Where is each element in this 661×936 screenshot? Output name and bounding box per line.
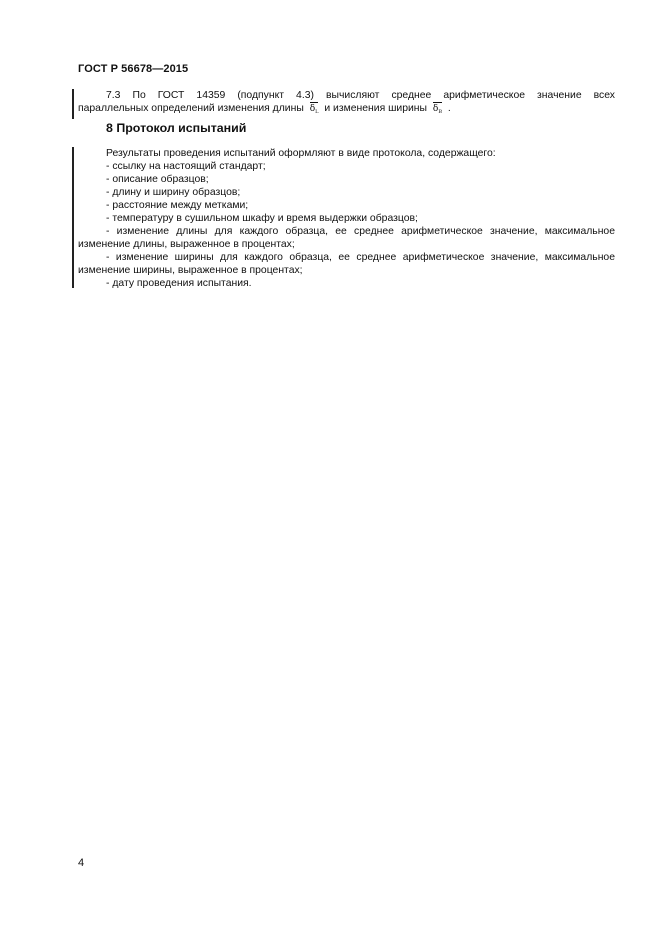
document-header: ГОСТ Р 56678—2015 xyxy=(78,63,189,75)
section-8-intro: Результаты проведения испытаний оформляют в виде протокола, содержащего: xyxy=(106,148,496,159)
list-item: - ссылку на настоящий стандарт; xyxy=(106,161,266,172)
section-8-body xyxy=(78,147,615,290)
clause-7-3-text-end: . xyxy=(447,103,451,114)
mean-width-change-symbol: $\delta_B$ xyxy=(432,104,443,115)
list-item-date: - дату проведения испытания. xyxy=(106,278,252,289)
list-item: - длину и ширину образцов; xyxy=(106,187,241,198)
clause-7-3-text-b: и изменения ширины xyxy=(324,103,428,114)
list-item-width-line-2: изменение ширины, выраженное в процентах; xyxy=(78,265,303,276)
clause-7-3-line-1: 7.3 По ГОСТ 14359 (подпункт 4.3) вычисляют среднее арифметическое значение всех xyxy=(106,90,615,101)
list-item-length-line-2: изменение длины, выраженное в процентах; xyxy=(78,239,295,250)
list-item: - расстояние между метками; xyxy=(106,200,249,211)
section-8-title: 8 Протокол испытаний xyxy=(106,121,247,135)
change-bar-clause-7-3 xyxy=(72,89,74,119)
page-number: 4 xyxy=(78,857,85,869)
list-item-width-line-1: - изменение ширины для каждого образца, ее среднее арифметическое значение, максимальное xyxy=(106,252,615,263)
clause-7-3 xyxy=(78,89,615,119)
list-item-length-line-1: - изменение длины для каждого образца, ее среднее арифметическое значение, максимальное xyxy=(106,226,615,237)
change-bar-section-8 xyxy=(72,147,74,288)
clause-7-3-line-2 xyxy=(78,102,615,119)
clause-7-3-text-a: параллельных определений изменения длины xyxy=(78,103,304,114)
list-item: - описание образцов; xyxy=(106,174,209,185)
mean-length-change-symbol: $\delta_L$ xyxy=(309,104,319,115)
list-item: - температуру в сушильном шкафу и время выдержки образцов; xyxy=(106,213,418,224)
